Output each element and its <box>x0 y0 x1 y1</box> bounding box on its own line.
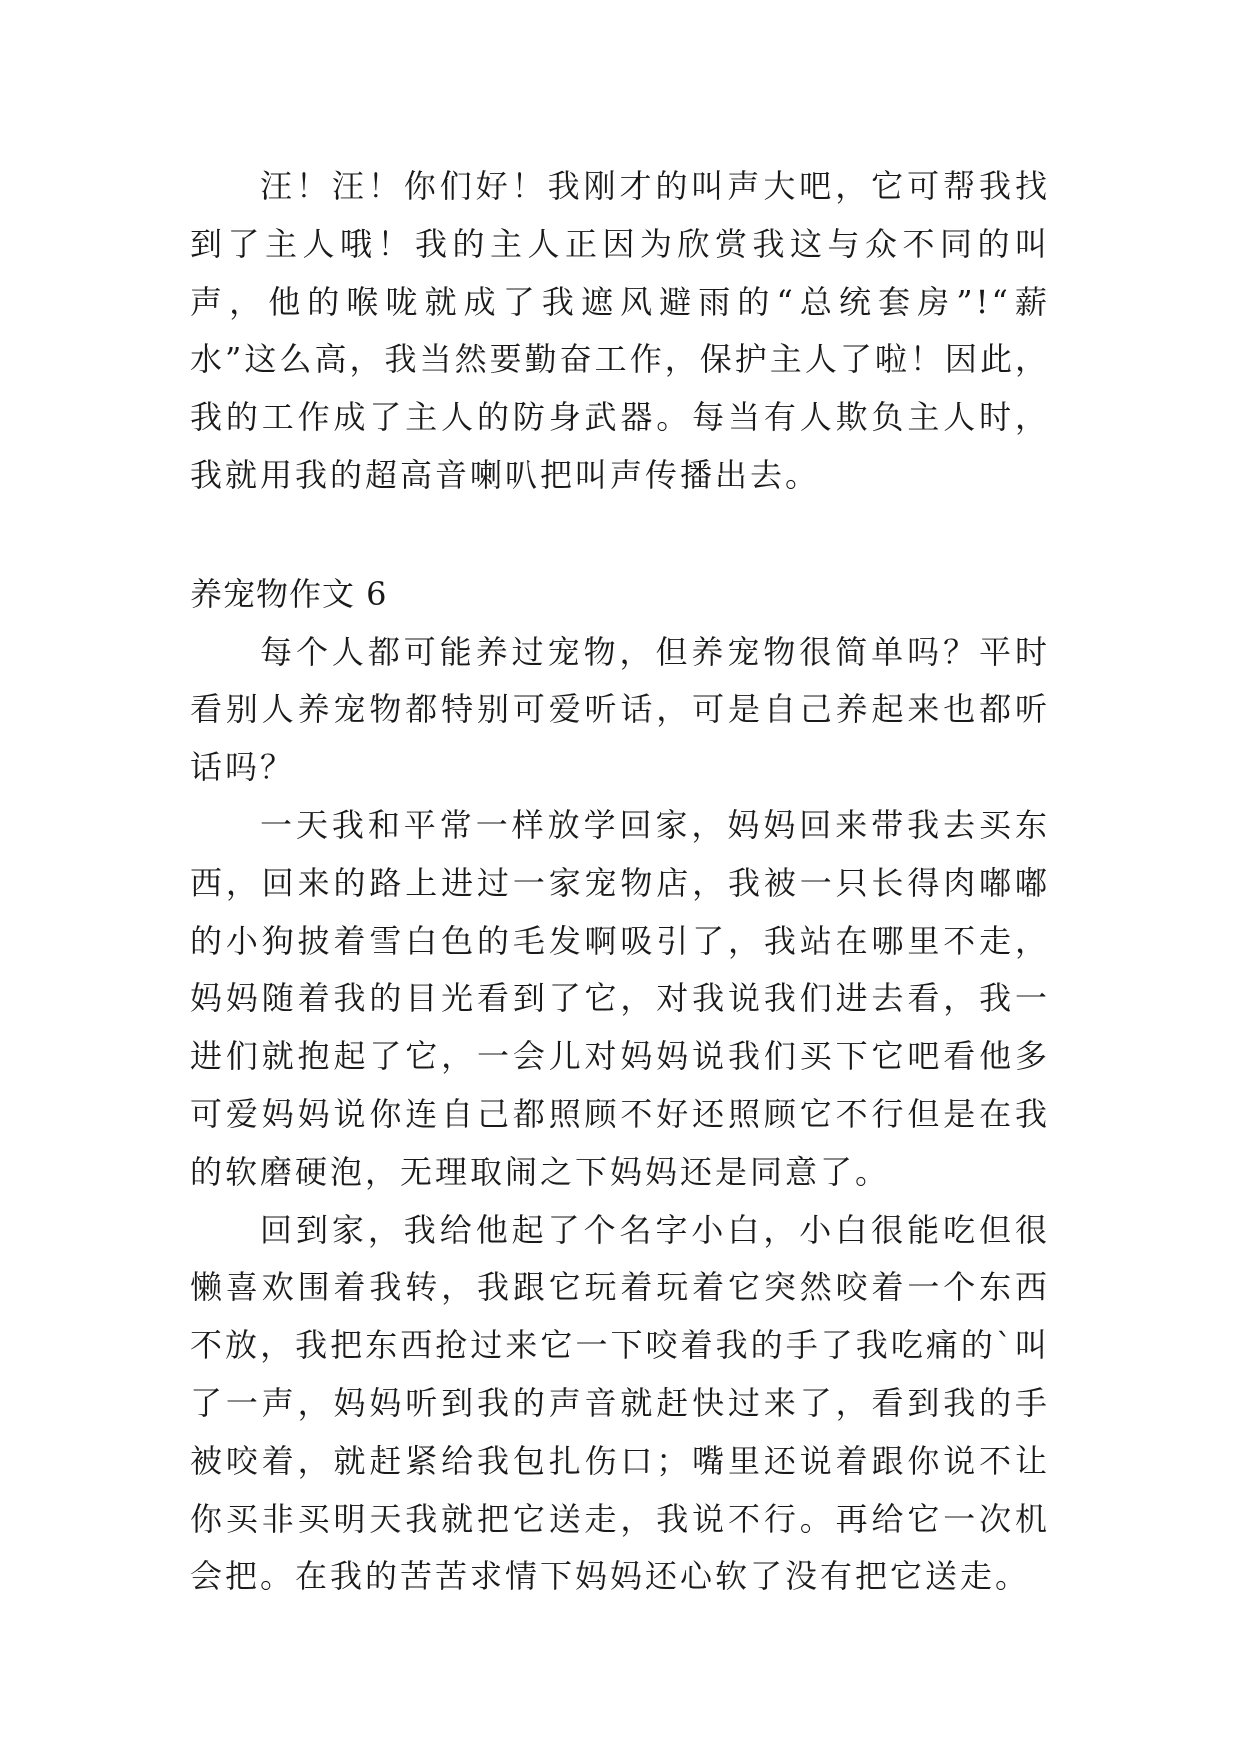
document-body <box>190 158 1050 1606</box>
paragraph-dog-voice: 汪！汪！你们好！我刚才的叫声大吧，它可帮我找到了主人哦！我的主人正因为欣赏我这与众不同的叫声，他的喉咙就成了我遮风避雨的“总统套房”!“薪水”这么高，我当然要勤奋工作，保护主人了啦！因此，我的工作成了主人的防身武器。每当有人欺负主人时，我就用我的超高音喇叭把叫声传播出去。 <box>190 167 1050 494</box>
paragraph-intro: 每个人都可能养过宠物，但养宠物很简单吗？平时看别人养宠物都特别可爱听话，可是自己养起来也都听话吗？ <box>190 632 1050 787</box>
paragraph-xiaobai: 回到家，我给他起了个名字小白，小白很能吃但很懒喜欢围着我转，我跟它玩着玩着它突然咬着一个东西不放，我把东西抢过来它一下咬着我的手了我吃痛的`叫了一声，妈妈听到我的声音就赶快过来了，看到我的手被咬着，就赶紧给我包扎伤口；嘴里还说着跟你说不让你买非买明天我就把它送走，我说不行。再给它一次机会把。在我的苦苦求情下妈妈还心软了没有把它送走。 <box>190 1210 1050 1596</box>
essay-title: 养宠物作文 6 <box>190 574 388 613</box>
paragraph-pet-shop: 一天我和平常一样放学回家，妈妈回来带我去买东西，回来的路上进过一家宠物店，我被一只长得肉嘟嘟的小狗披着雪白色的毛发啊吸引了，我站在哪里不走，妈妈随着我的目光看到了它，对我说我们进去看，我一进们就抱起了它，一会儿对妈妈说我们买下它吧看他多可爱妈妈说你连自己都照顾不好还照顾它不行但是在我的软磨硬泡，无理取闹之下妈妈还是同意了。 <box>190 805 1050 1191</box>
